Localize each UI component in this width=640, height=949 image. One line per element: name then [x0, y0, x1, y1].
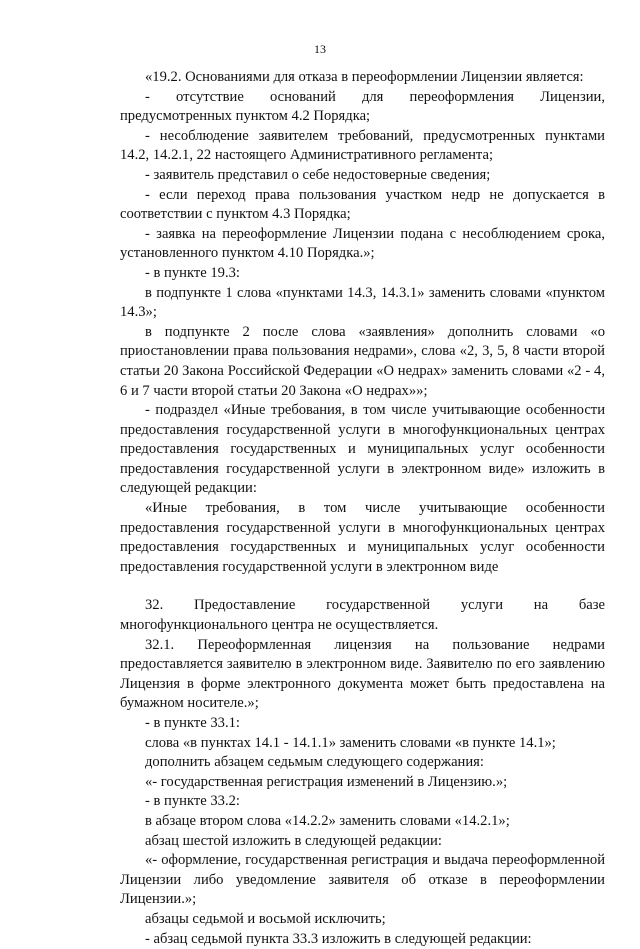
- paragraph: «19.2. Основаниями для отказа в переоформлении Лицензии является:: [145, 69, 584, 85]
- paragraph: слова «в пунктах 14.1 - 14.1.1» заменить словами «в пункте 14.1»;: [145, 734, 556, 751]
- page-number: 13: [314, 42, 326, 56]
- paragraph: в подпункте 2 после слова «заявления» дополнить словами «о приостановлении права пользования недрами», слова «2, 3, 5, 8 части второй статьи 20 Закона Российской Федерации «О недрах» заменить словами «2 - 4, 6 и 7 части второй статьи 20 Закона «О недрах»»;: [120, 323, 605, 399]
- paragraph: - если переход права пользования участком недр не допускается в соответствии с пунктом 4.3 Порядка;: [120, 186, 605, 223]
- paragraph: 32.1. Переоформленная лицензия на пользование недрами предоставляется заявителю в электронном виде. Заявителю по его заявлению Лицензия в форме электронного документа может быть предоставлена на бумажном носителе.»;: [120, 636, 605, 712]
- paragraph: - в пункте 33.1:: [145, 715, 240, 731]
- paragraph: - заявитель представил о себе недостоверные сведения;: [145, 166, 491, 183]
- paragraph: «Иные требования, в том числе учитывающие особенности предоставления государственной услуги в многофункциональных центрах предоставления государственных и муниципальных услуг особенности предоставления государственной услуги в электронном виде: [120, 500, 605, 575]
- paragraph: - отсутствие оснований для переоформления Лицензии, предусмотренных пунктом 4.2 Порядка;: [120, 88, 605, 125]
- paragraph: абзац шестой изложить в следующей редакции:: [145, 832, 442, 849]
- paragraph: дополнить абзацем седьмым следующего содержания:: [145, 754, 484, 771]
- paragraph: абзацы седьмой и восьмой исключить;: [145, 910, 386, 927]
- paragraph: - заявка на переоформление Лицензии подана с несоблюдением срока, установленного пунктом 4.10 Порядка.»;: [120, 225, 605, 262]
- paragraph: - подраздел «Иные требования, в том числе учитывающие особенности предоставления государственной услуги в многофункциональных центрах предоставления государственных и муниципальных услуг особенности предоставления государственной услуги в электронном виде» изложить в следующей редакции:: [120, 402, 605, 497]
- paragraph: - в пункте 19.3:: [145, 264, 240, 281]
- document-body: [120, 68, 605, 949]
- paragraph: - несоблюдение заявителем требований, предусмотренных пунктами 14.2, 14.2.1, 22 настоящего Административного регламента;: [120, 127, 605, 164]
- paragraph: - абзац седьмой пункта 33.3 изложить в следующей редакции:: [145, 930, 532, 947]
- paragraph: - в пункте 33.2:: [145, 793, 240, 810]
- paragraph: в абзаце втором слова «14.2.2» заменить словами «14.2.1»;: [145, 812, 510, 829]
- paragraph: 32. Предоставление государственной услуги на базе многофункционального центра не осуществляется.: [120, 597, 605, 634]
- paragraph: «- государственная регистрация изменений в Лицензию.»;: [145, 773, 508, 790]
- paragraph: «- оформление, государственная регистрация и выдача переоформленной Лицензии либо уведомление заявителя об отказе в переоформлении Лицензии.»;: [120, 852, 605, 908]
- paragraph: в подпункте 1 слова «пунктами 14.3, 14.3.1» заменить словами «пунктом 14.3»;: [120, 284, 605, 321]
